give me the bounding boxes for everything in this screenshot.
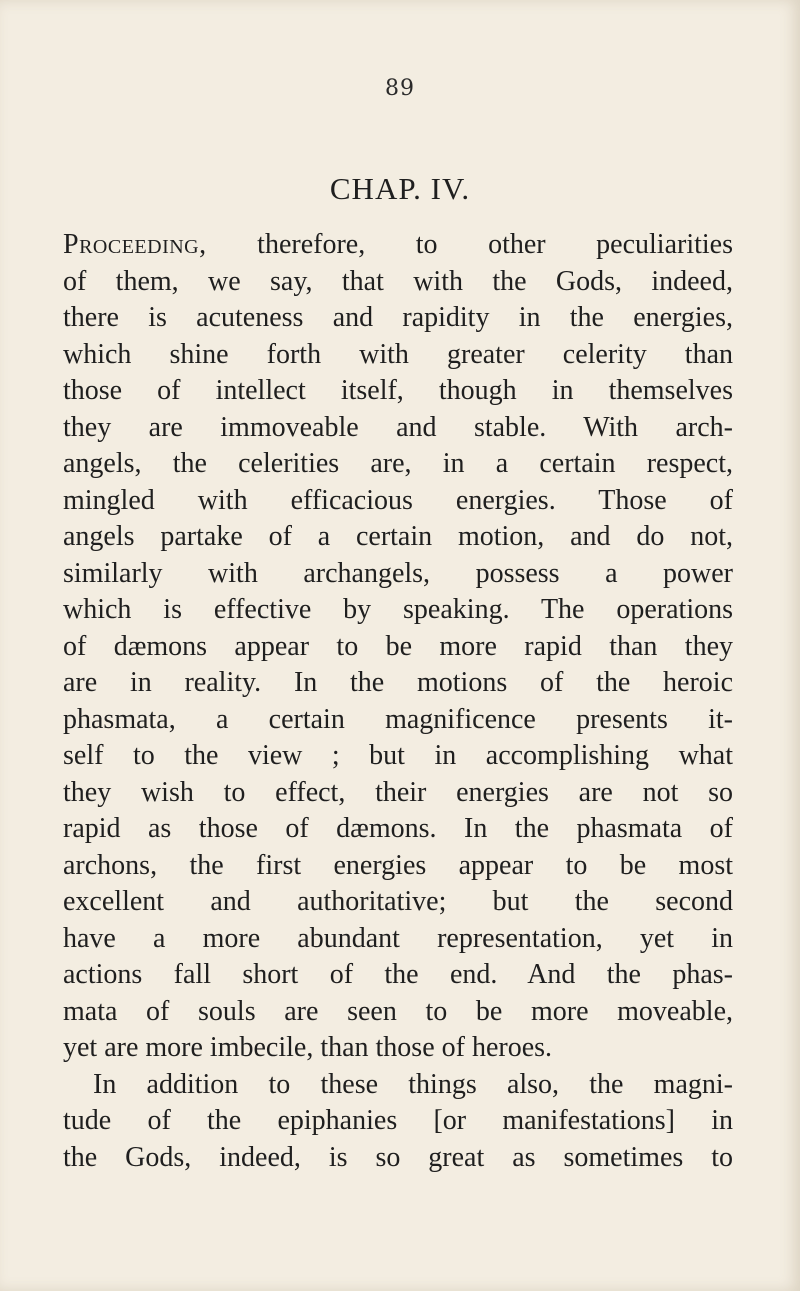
text-line: rapid as those of dæmons. In the phasmata of <box>63 813 733 844</box>
text-line: of them, we say, that with the Gods, indeed, <box>63 265 733 297</box>
text-line: yet are more imbecile, than those of heroes. <box>63 1032 553 1063</box>
text-line: excellent and authoritative; but the second <box>63 886 733 917</box>
text-line: similarly with archangels, possess a power <box>63 557 733 589</box>
text-line: phasmata, a certain magnificence presents it- <box>63 703 733 735</box>
body-text <box>63 227 733 1176</box>
text-line: In addition to these things also, the magni- <box>93 1068 733 1100</box>
text-line: they are immoveable and stable. With arch- <box>63 411 733 443</box>
text-line: are in reality. In the motions of the heroic <box>63 667 733 698</box>
text-line: angels partake of a certain motion, and do not, <box>63 521 733 552</box>
text-line: those of intellect itself, though in themselves <box>63 375 733 406</box>
text-line: have a more abundant representation, yet in <box>63 922 733 954</box>
text-line: archons, the first energies appear to be most <box>63 849 733 881</box>
text-line: angels, the celerities are, in a certain respect, <box>63 448 733 479</box>
text-line: they wish to effect, their energies are not so <box>63 776 733 808</box>
text-line: which is effective by speaking. The operations <box>63 594 733 625</box>
text-line: which shine forth with greater celerity than <box>63 338 733 370</box>
text-line: tude of the epiphanies [or manifestations] in <box>63 1105 733 1136</box>
text-line-content: therefore, to other peculiarities <box>257 229 733 260</box>
text-line: actions fall short of the end. And the phas- <box>63 959 733 990</box>
chapter-title: CHAP. IV. <box>329 171 471 206</box>
text-line: mata of souls are seen to be more moveable, <box>63 995 733 1027</box>
text-line <box>63 227 733 264</box>
page-number: 89 <box>385 76 415 101</box>
text-line: of dæmons appear to be more rapid than they <box>63 630 733 662</box>
text-line: mingled with efficacious energies. Those of <box>63 484 733 516</box>
text-line: there is acuteness and rapidity in the energies, <box>63 302 733 333</box>
paragraph-opening-word: Proceeding, <box>63 229 207 260</box>
text-line: the Gods, indeed, is so great as sometimes to <box>63 1141 733 1173</box>
text-line: self to the view ; but in accomplishing what <box>63 740 733 771</box>
